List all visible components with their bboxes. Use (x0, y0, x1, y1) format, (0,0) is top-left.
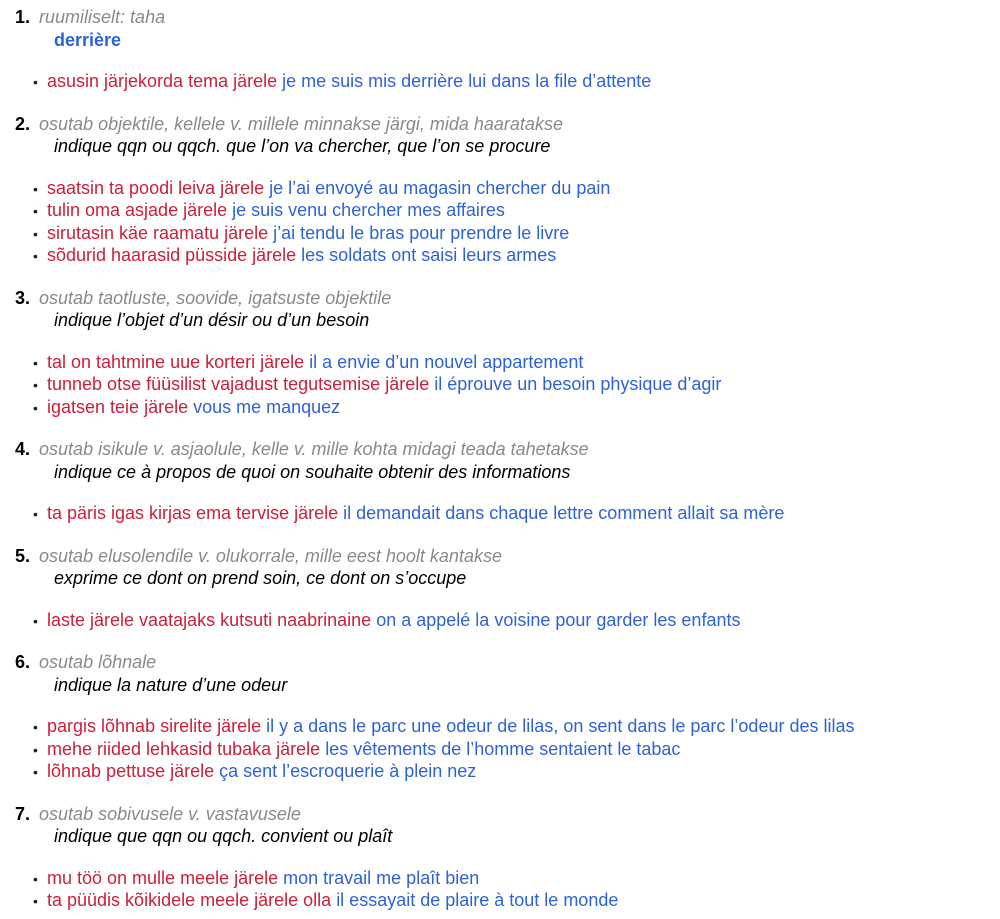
example-fr: ça sent l’escroquerie à plein nez (219, 761, 477, 781)
bullet-icon: • (33, 225, 38, 242)
example-list (15, 70, 1000, 93)
bullet-icon: • (33, 203, 38, 219)
example-fr: on a appelé la voisine pour garder les enfants (376, 609, 741, 630)
sense-definition-et: osutab objektile, kellele v. millele minnakse järgi, mida haaratakse (39, 113, 563, 134)
sense-header (15, 113, 1000, 136)
bullet-icon: • (33, 180, 38, 197)
bullet-icon: • (33, 741, 38, 758)
example-item (15, 70, 1000, 93)
example-list (15, 609, 1000, 632)
bullet-icon: • (33, 870, 38, 887)
example-et: igatsen teie järele (47, 396, 189, 417)
sense-definition-et: osutab taotluste, soovide, igatsuste objektile (39, 287, 392, 308)
bullet-icon: • (33, 248, 38, 264)
sense-5 (15, 545, 1000, 632)
sense-definition-et: osutab elusolendile v. olukorrale, mille eest hoolt kantakse (39, 545, 502, 566)
example-item (15, 222, 1000, 245)
example-item (15, 609, 1000, 632)
sense-number: 6. (15, 652, 31, 672)
example-et: laste järele vaatajaks kutsuti naabrinaine (47, 609, 372, 630)
sense-6 (15, 651, 1000, 783)
example-item (15, 867, 1000, 890)
sense-translation-fr: indique ce à propos de quoi on souhaite obtenir des informations (54, 461, 571, 482)
bullet-icon: • (33, 893, 38, 909)
sense-translation-fr: indique la nature d’une odeur (54, 674, 288, 695)
sense-definition-et: osutab lõhnale (39, 652, 157, 672)
bullet-icon: • (33, 764, 38, 780)
example-et: sõdurid haarasid püsside järele (47, 245, 297, 265)
example-item (15, 351, 1000, 374)
example-item (15, 760, 1000, 783)
example-et: tulin oma asjade järele (47, 200, 228, 220)
example-et: ta päris igas kirjas ema tervise järele (47, 503, 339, 523)
example-fr: les soldats ont saisi leurs armes (301, 245, 557, 265)
example-item (15, 373, 1000, 396)
example-fr: il essayait de plaire à tout le monde (336, 890, 619, 910)
example-item (15, 199, 1000, 222)
sense-translation-fr: indique que qqn ou qqch. convient ou plaît (54, 826, 393, 846)
sense-header (15, 651, 1000, 674)
sense-number: 1. (15, 7, 31, 27)
sense-definition-et: ruumiliselt: taha (39, 7, 166, 27)
example-item (15, 396, 1000, 419)
example-list (15, 177, 1000, 267)
sense-number: 7. (15, 803, 31, 824)
example-item (15, 715, 1000, 738)
example-et: mehe riided lehkasid tubaka järele (47, 738, 321, 759)
sense-translation-fr: exprime ce dont on prend soin, ce dont on s’occupe (54, 568, 467, 588)
example-fr: il éprouve un besoin physique d’agir (434, 374, 722, 394)
bullet-icon: • (33, 74, 38, 90)
example-et: tunneb otse füüsilist vajadust tegutsemise järele (47, 374, 430, 394)
sense-number: 2. (15, 113, 31, 134)
example-item (15, 889, 1000, 912)
example-fr: vous me manquez (193, 396, 341, 417)
bullet-icon: • (33, 377, 38, 393)
example-fr: je suis venu chercher mes affaires (232, 200, 505, 220)
example-et: lõhnab pettuse järele (47, 761, 215, 781)
example-list (15, 502, 1000, 525)
sense-number: 5. (15, 545, 31, 566)
example-fr: il a envie d’un nouvel appartement (309, 351, 584, 372)
example-et: asusin järjekorda tema järele (47, 71, 278, 91)
sense-2 (15, 113, 1000, 267)
example-fr: il demandait dans chaque lettre comment allait sa mère (343, 503, 785, 523)
sense-header (15, 438, 1000, 461)
example-list (15, 351, 1000, 419)
example-et: pargis lõhnab sirelite järele (47, 716, 262, 736)
example-fr: je l’ai envoyé au magasin chercher du pain (269, 177, 611, 198)
example-list (15, 867, 1000, 912)
example-item (15, 177, 1000, 200)
example-fr: les vêtements de l’homme sentaient le tabac (325, 738, 681, 759)
sense-1 (15, 6, 1000, 93)
example-item (15, 502, 1000, 525)
example-et: sirutasin käe raamatu järele (47, 222, 269, 243)
example-fr: j’ai tendu le bras pour prendre le livre (273, 222, 570, 243)
sense-header (15, 287, 1000, 310)
sense-header (15, 803, 1000, 826)
example-fr: je me suis mis derrière lui dans la file d’attente (282, 71, 652, 91)
example-et: tal on tahtmine uue korteri järele (47, 351, 305, 372)
example-item (15, 738, 1000, 761)
example-fr: mon travail me plaît bien (283, 867, 480, 888)
example-fr: il y a dans le parc une odeur de lilas, on sent dans le parc l’odeur des lilas (266, 716, 855, 736)
sense-definition-et: osutab isikule v. asjaolule, kelle v. mille kohta midagi teada tahetakse (39, 439, 589, 459)
example-et: saatsin ta poodi leiva järele (47, 177, 265, 198)
bullet-icon: • (33, 506, 38, 522)
sense-3 (15, 287, 1000, 419)
example-et: mu töö on mulle meele järele (47, 867, 279, 888)
sense-header (15, 6, 1000, 29)
sense-4 (15, 438, 1000, 525)
sense-7 (15, 803, 1000, 912)
sense-translation-fr: indique l’objet d’un désir ou d’un besoin (54, 310, 370, 330)
sense-translation-fr: indique qqn ou qqch. que l’on va chercher, que l’on se procure (54, 136, 551, 156)
sense-number: 4. (15, 439, 31, 459)
example-item (15, 244, 1000, 267)
sense-header (15, 545, 1000, 568)
sense-number: 3. (15, 287, 31, 308)
bullet-icon: • (33, 399, 38, 416)
sense-translation-fr: derrière (54, 29, 122, 50)
example-et: ta püüdis kõikidele meele järele olla (47, 890, 332, 910)
bullet-icon: • (33, 612, 38, 629)
sense-definition-et: osutab sobivusele v. vastavusele (39, 803, 301, 824)
bullet-icon: • (33, 354, 38, 371)
bullet-icon: • (33, 719, 38, 735)
example-list (15, 715, 1000, 783)
